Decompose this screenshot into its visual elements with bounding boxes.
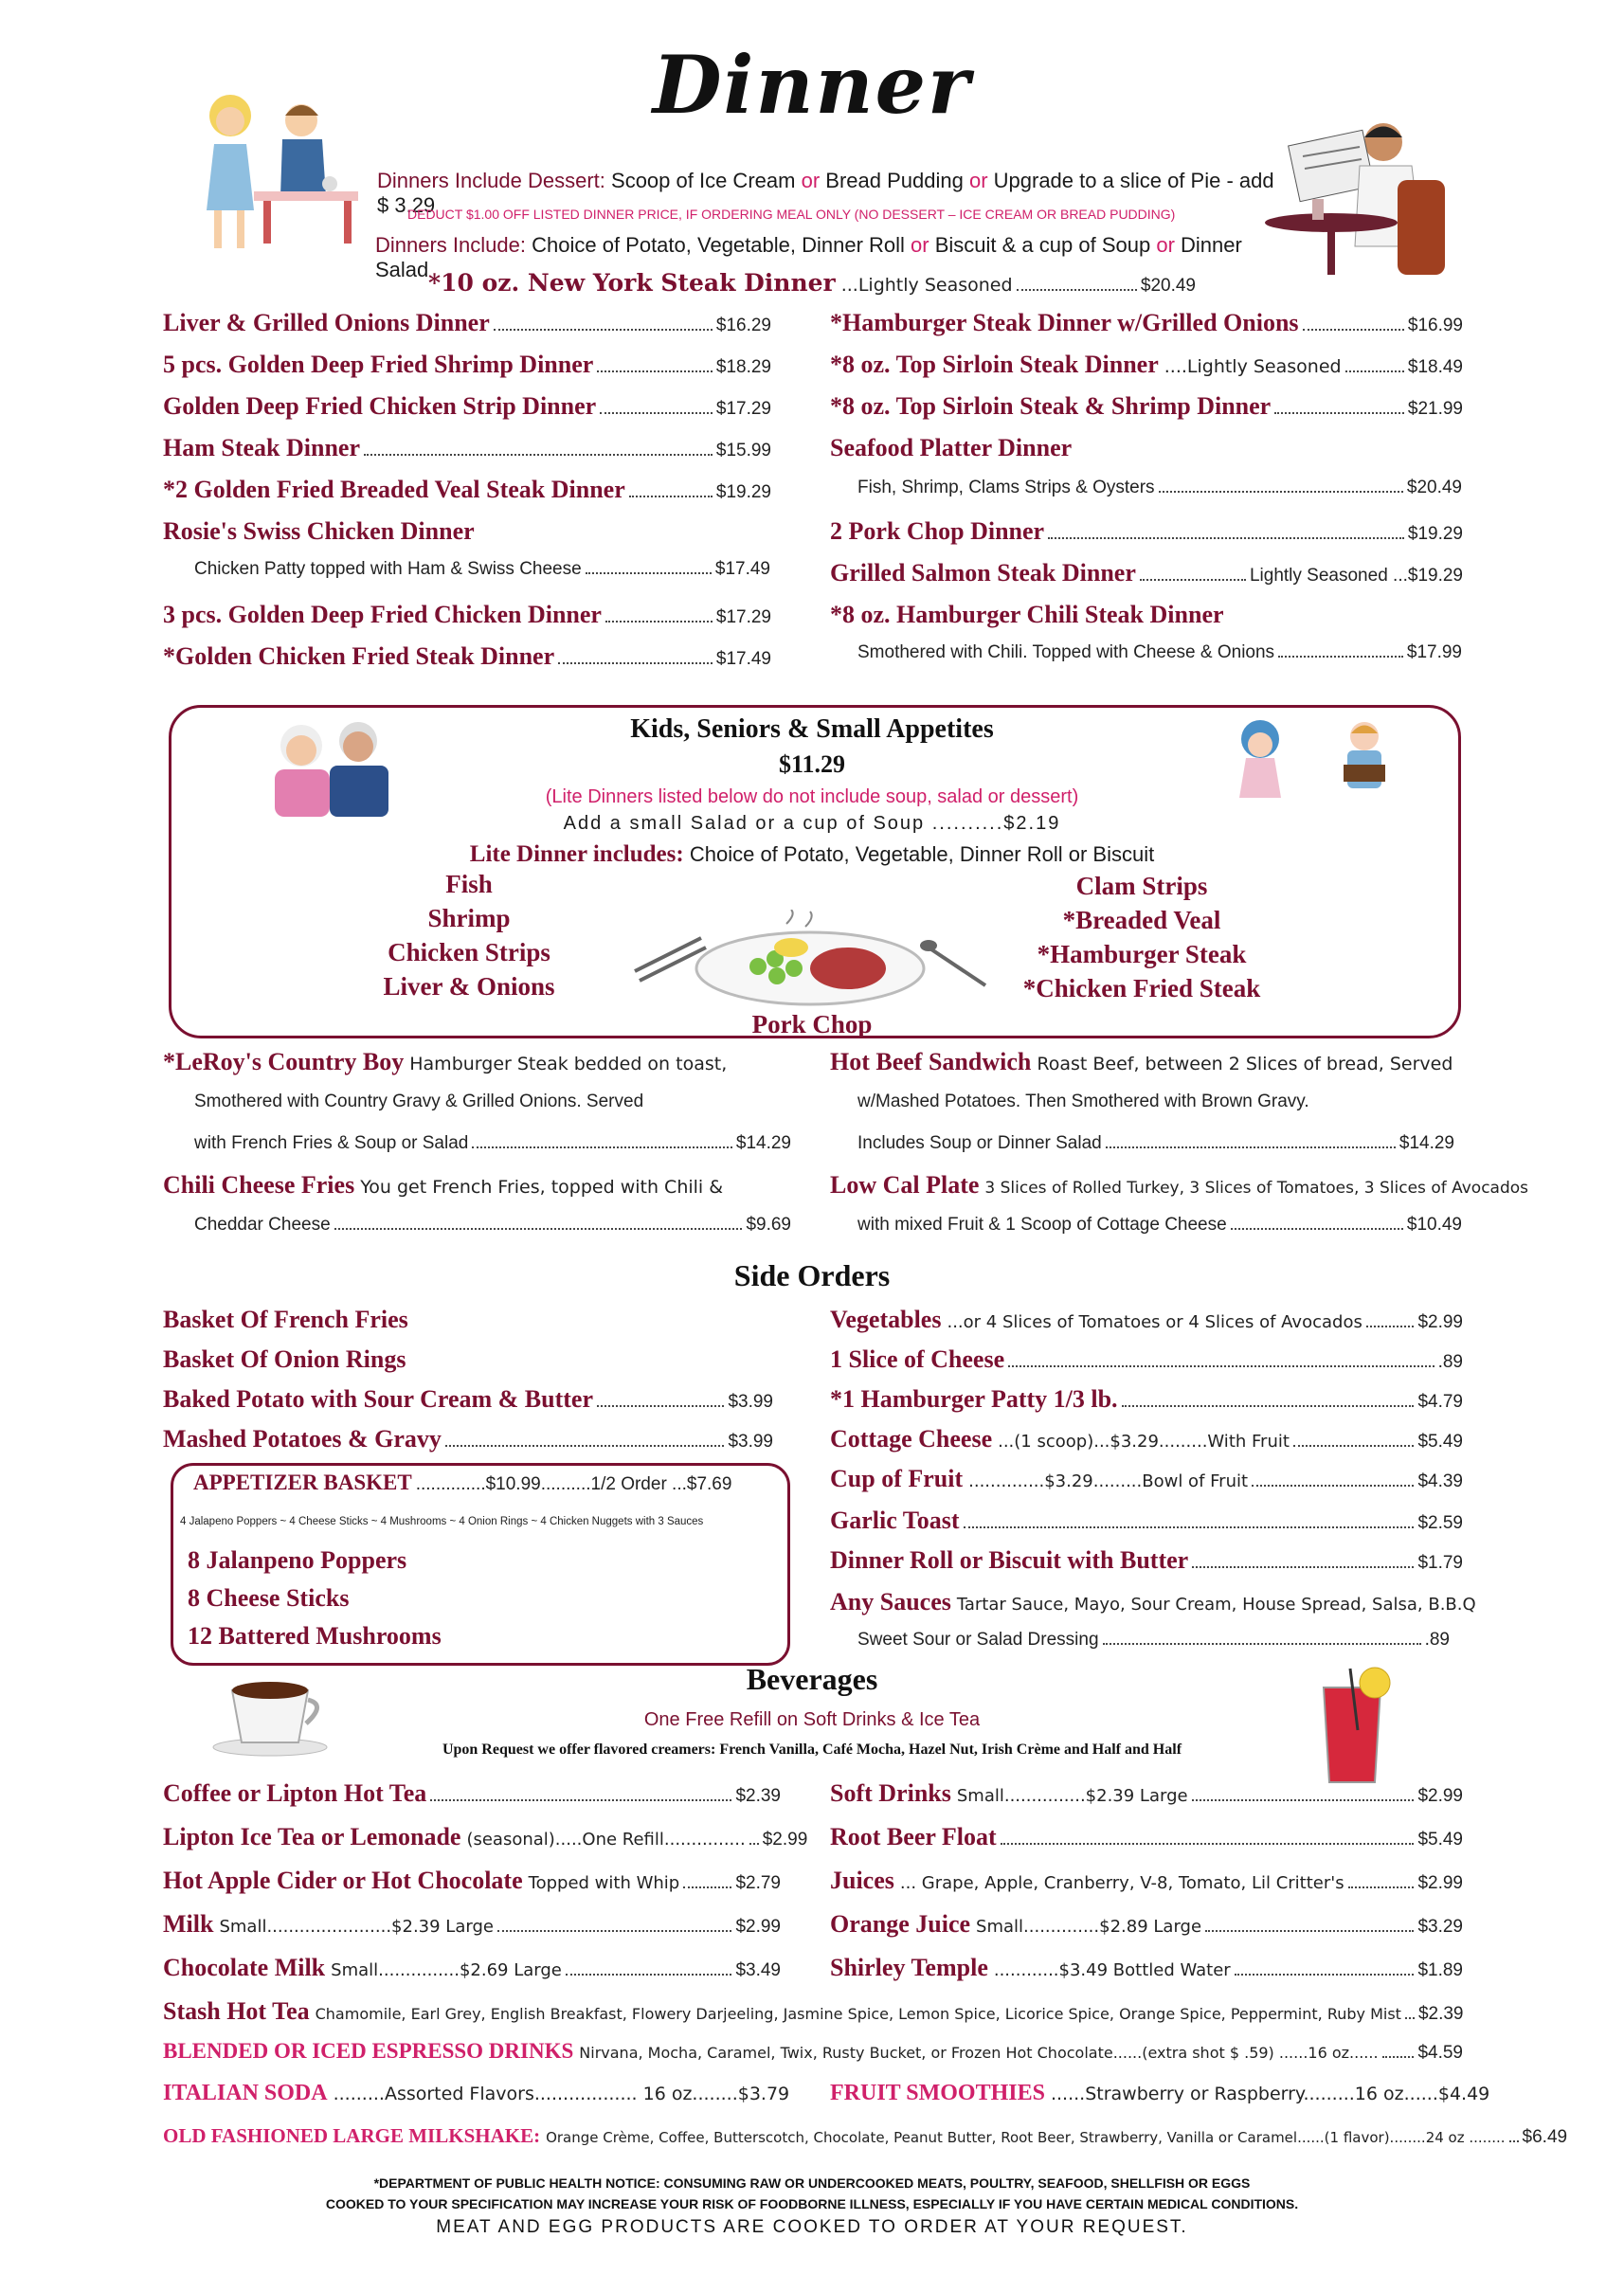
side-item-row: Basket Of Onion Rings <box>163 1345 406 1373</box>
beverage-row: Chocolate Milk Small...............$2.69 Large $3.49 <box>163 1954 781 1981</box>
refill-note: One Free Refill on Soft Drinks & Ice Tea <box>643 1709 981 1730</box>
beverage-row: Orange Juice Small..............$2.89 Large $3.29 <box>830 1910 1463 1938</box>
hot-beef-line1: Hot Beef Sandwich Roast Beef, between 2 Slices of bread, Served <box>830 1048 1453 1075</box>
side-item-row: Mashed Potatoes & Gravy $3.99 <box>163 1425 773 1453</box>
kids-add-line: Add a small Salad or a cup of Soup ..........$2.19 <box>563 813 1061 834</box>
creamers-note: Upon Request we offer flavored creamers: French Vanilla, Café Mocha, Hazel Nut, Irish Crème and Half and Half <box>442 1742 1182 1758</box>
kids-includes: Lite Dinner includes: Choice of Potato, Vegetable, Dinner Roll or Biscuit <box>469 841 1155 867</box>
sauces-description: Sweet Sour or Salad Dressing .89 <box>857 1630 1450 1650</box>
appetizer-item-row: 12 Battered Mushrooms <box>188 1622 442 1650</box>
menu-title: Dinner <box>652 38 972 132</box>
dessert-line: Dinners Include Dessert: Scoop of Ice Cream or Bread Pudding or Upgrade to a slice of Pie - add $ 3.29 <box>377 169 1274 217</box>
dinner-item-row: Ham Steak Dinner $15.99 <box>163 434 771 461</box>
seafood-description: Fish, Shrimp, Clams Strips & Oysters $20.49 <box>857 478 1462 497</box>
chili-steak-description: Smothered with Chili. Topped with Cheese & Onions $17.99 <box>857 642 1462 662</box>
kids-title: Kids, Seniors & Small Appetites <box>630 714 994 744</box>
deduct-notice: DEDUCT $1.00 OFF LISTED DINNER PRICE, IF ORDERING MEAL ONLY (NO DESSERT – ICE CREAM OR BREAD PUDDING) <box>407 207 1176 222</box>
kids-price: $11.29 <box>778 750 846 778</box>
side-item-row: Any Sauces Tartar Sauce, Mayo, Sour Cream, House Spread, Salsa, B.B.Q <box>830 1588 1476 1615</box>
beverage-row: Lipton Ice Tea or Lemonade (seasonal).....One Refill............... $2.99 <box>163 1823 808 1850</box>
dinner-item-row: Rosie's Swiss Chicken Dinner <box>163 517 475 545</box>
dinner-item-row: Golden Deep Fried Chicken Strip Dinner $17.29 <box>163 392 771 420</box>
dinner-item-row: Liver & Grilled Onions Dinner $16.29 <box>163 309 771 336</box>
kids-item: *Chicken Fried Steak <box>1022 974 1261 1002</box>
espresso-row: BLENDED OR ICED ESPRESSO DRINKS Nirvana, Mocha, Caramel, Twix, Rusty Bucket, or Frozen Hot Chocolate......(extra shot $ .59) ......16 oz...... $4.59 <box>163 2039 1463 2063</box>
health-notice-line1: *DEPARTMENT OF PUBLIC HEALTH NOTICE: CONSUMING RAW OR UNDERCOOKED MEATS, POULTRY, SEAFOOD, SHELLFISH OR EGGS <box>373 2175 1251 2191</box>
chili-fries-line2: Cheddar Cheese $9.69 <box>194 1215 791 1235</box>
side-item-row: Baked Potato with Sour Cream & Butter $3.99 <box>163 1385 773 1413</box>
dinner-item-row: *8 oz. Top Sirloin Steak Dinner ....Lightly Seasoned $18.49 <box>830 351 1463 378</box>
appetizer-description: 4 Jalapeno Poppers ~ 4 Cheese Sticks ~ 4 Mushrooms ~ 4 Onion Rings ~ 4 Chicken Nuggets with 3 Sauces <box>180 1516 704 1527</box>
dinner-item-row: *8 oz. Top Sirloin Steak & Shrimp Dinner $21.99 <box>830 392 1463 420</box>
beverage-row: Soft Drinks Small...............$2.39 Large $2.99 <box>830 1779 1463 1807</box>
beverage-row: Hot Apple Cider or Hot Chocolate Topped with Whip $2.79 <box>163 1867 781 1894</box>
side-item-row: Garlic Toast $2.59 <box>830 1507 1463 1534</box>
appetizer-item-row: 8 Cheese Sticks <box>188 1584 350 1612</box>
dinner-item-row: *2 Golden Fried Breaded Veal Steak Dinner $19.29 <box>163 476 771 503</box>
side-item-row: *1 Hamburger Patty 1/3 lb. $4.79 <box>830 1385 1463 1413</box>
beverage-row: Juices ... Grape, Apple, Cranberry, V-8, Tomato, Lil Critter's $2.99 <box>830 1867 1463 1894</box>
waitress-illustration <box>188 78 377 258</box>
italian-soda-row: ITALIAN SODA .........Assorted Flavors.................. 16 oz........$3.79 <box>163 2081 790 2105</box>
dinner-item-row: *Golden Chicken Fried Steak Dinner $17.49 <box>163 642 771 670</box>
dinner-item-row: *8 oz. Hamburger Chili Steak Dinner <box>830 601 1224 628</box>
dinner-item-row: Seafood Platter Dinner <box>830 434 1073 461</box>
beverages-title: Beverages <box>746 1662 878 1696</box>
includes-line: Dinners Include: Choice of Potato, Vegetable, Dinner Roll or Biscuit & a cup of Soup or Dinner Salad <box>375 233 1242 281</box>
chili-fries-line1: Chili Cheese Fries You get French Fries, topped with Chili & <box>163 1171 724 1199</box>
kids-item: Clam Strips <box>1075 872 1208 900</box>
appetizer-basket-row: APPETIZER BASKET ..............$10.99..........1/2 Order ...$7.69 <box>193 1471 732 1494</box>
low-cal-line1: Low Cal Plate 3 Slices of Rolled Turkey, 3 Slices of Tomatoes, 3 Slices of Avocados <box>830 1171 1529 1199</box>
dinner-item-row: 2 Pork Chop Dinner $19.29 <box>830 517 1463 545</box>
kids-item: *Breaded Veal <box>1062 906 1221 934</box>
side-item-row: Cottage Cheese ...(1 scoop)...$3.29.........With Fruit $5.49 <box>830 1425 1463 1453</box>
leroy-line1: *LeRoy's Country Boy Hamburger Steak bedded on toast, <box>163 1048 728 1075</box>
health-notice-line3: MEAT AND EGG PRODUCTS ARE COOKED TO ORDER AT YOUR REQUEST. <box>436 2217 1188 2237</box>
feature-ny-steak: *10 oz. New York Steak Dinner ...Lightly Seasoned $20.49 <box>428 269 1196 297</box>
kids-note: (Lite Dinners listed below do not include soup, salad or dessert) <box>545 786 1079 807</box>
side-item-row: 1 Slice of Cheese .89 <box>830 1345 1463 1373</box>
health-notice-line2: COOKED TO YOUR SPECIFICATION MAY INCREASE YOUR RISK OF FOODBORNE ILLNESS, ESPECIALLY IF YOU HAVE CERTAIN MEDICAL CONDITIONS. <box>325 2196 1299 2211</box>
milkshake-row: OLD FASHIONED LARGE MILKSHAKE: Orange Crème, Coffee, Butterscotch, Chocolate, Peanut Butter, Root Beer, Strawberry, Vanilla or Caramel......(1 flavor)........24 oz ........ $6.49 <box>163 2124 1568 2147</box>
fruit-smoothies-row: FRUIT SMOOTHIES ......Strawberry or Raspberry.........16 oz......$4.49 <box>830 2081 1490 2105</box>
kids-item: *Hamburger Steak <box>1037 940 1247 968</box>
dinner-plate-illustration <box>616 910 1004 1014</box>
kids-item: Shrimp <box>427 904 511 932</box>
dinner-item-row: 5 pcs. Golden Deep Fried Shrimp Dinner $18.29 <box>163 351 771 378</box>
side-orders-title: Side Orders <box>733 1258 891 1292</box>
leroy-line2: Smothered with Country Gravy & Grilled Onions. Served <box>194 1092 644 1111</box>
beverage-row: Root Beer Float $5.49 <box>830 1823 1463 1850</box>
rosie-description: Chicken Patty topped with Ham & Swiss Cheese $17.49 <box>194 559 770 579</box>
hot-beef-line2: w/Mashed Potatoes. Then Smothered with Brown Gravy. <box>857 1092 1309 1111</box>
side-item-row: Basket Of French Fries <box>163 1306 408 1333</box>
kids-item: Liver & Onions <box>383 972 555 1001</box>
kids-item: Fish <box>445 870 493 898</box>
hot-beef-line3: Includes Soup or Dinner Salad $14.29 <box>857 1133 1454 1153</box>
kids-item: Chicken Strips <box>388 938 550 966</box>
side-item-row: Cup of Fruit ..............$3.29.........Bowl of Fruit $4.39 <box>830 1465 1463 1492</box>
beverage-row: Shirley Temple ............$3.49 Bottled Water $1.89 <box>830 1954 1463 1981</box>
dinner-item-row: *Hamburger Steak Dinner w/Grilled Onions $16.99 <box>830 309 1463 336</box>
beverage-row: Coffee or Lipton Hot Tea $2.39 <box>163 1779 781 1807</box>
low-cal-line2: with mixed Fruit & 1 Scoop of Cottage Cheese $10.49 <box>857 1215 1462 1235</box>
dinner-item-row: 3 pcs. Golden Deep Fried Chicken Dinner $17.29 <box>163 601 771 628</box>
leroy-line3: with French Fries & Soup or Salad $14.29 <box>194 1133 791 1153</box>
side-item-row: Vegetables ...or 4 Slices of Tomatoes or 4 Slices of Avocados $2.99 <box>830 1306 1463 1333</box>
stash-tea-row: Stash Hot Tea Chamomile, Earl Grey, English Breakfast, Flowery Darjeeling, Jasmine Spice, Lemon Spice, Licorice Spice, Orange Spice, Peppermint, Ruby Mist $2.39 <box>163 1997 1464 2025</box>
beverage-row: Milk Small.......................$2.39 Large $2.99 <box>163 1910 781 1938</box>
side-item-row: Dinner Roll or Biscuit with Butter $1.79 <box>830 1546 1463 1574</box>
dinner-item-row: Grilled Salmon Steak Dinner Lightly Seasoned ...$19.29 <box>830 559 1463 587</box>
kids-item-pork-chop: Pork Chop <box>751 1010 873 1038</box>
appetizer-item-row: 8 Jalanpeno Poppers <box>188 1546 407 1574</box>
